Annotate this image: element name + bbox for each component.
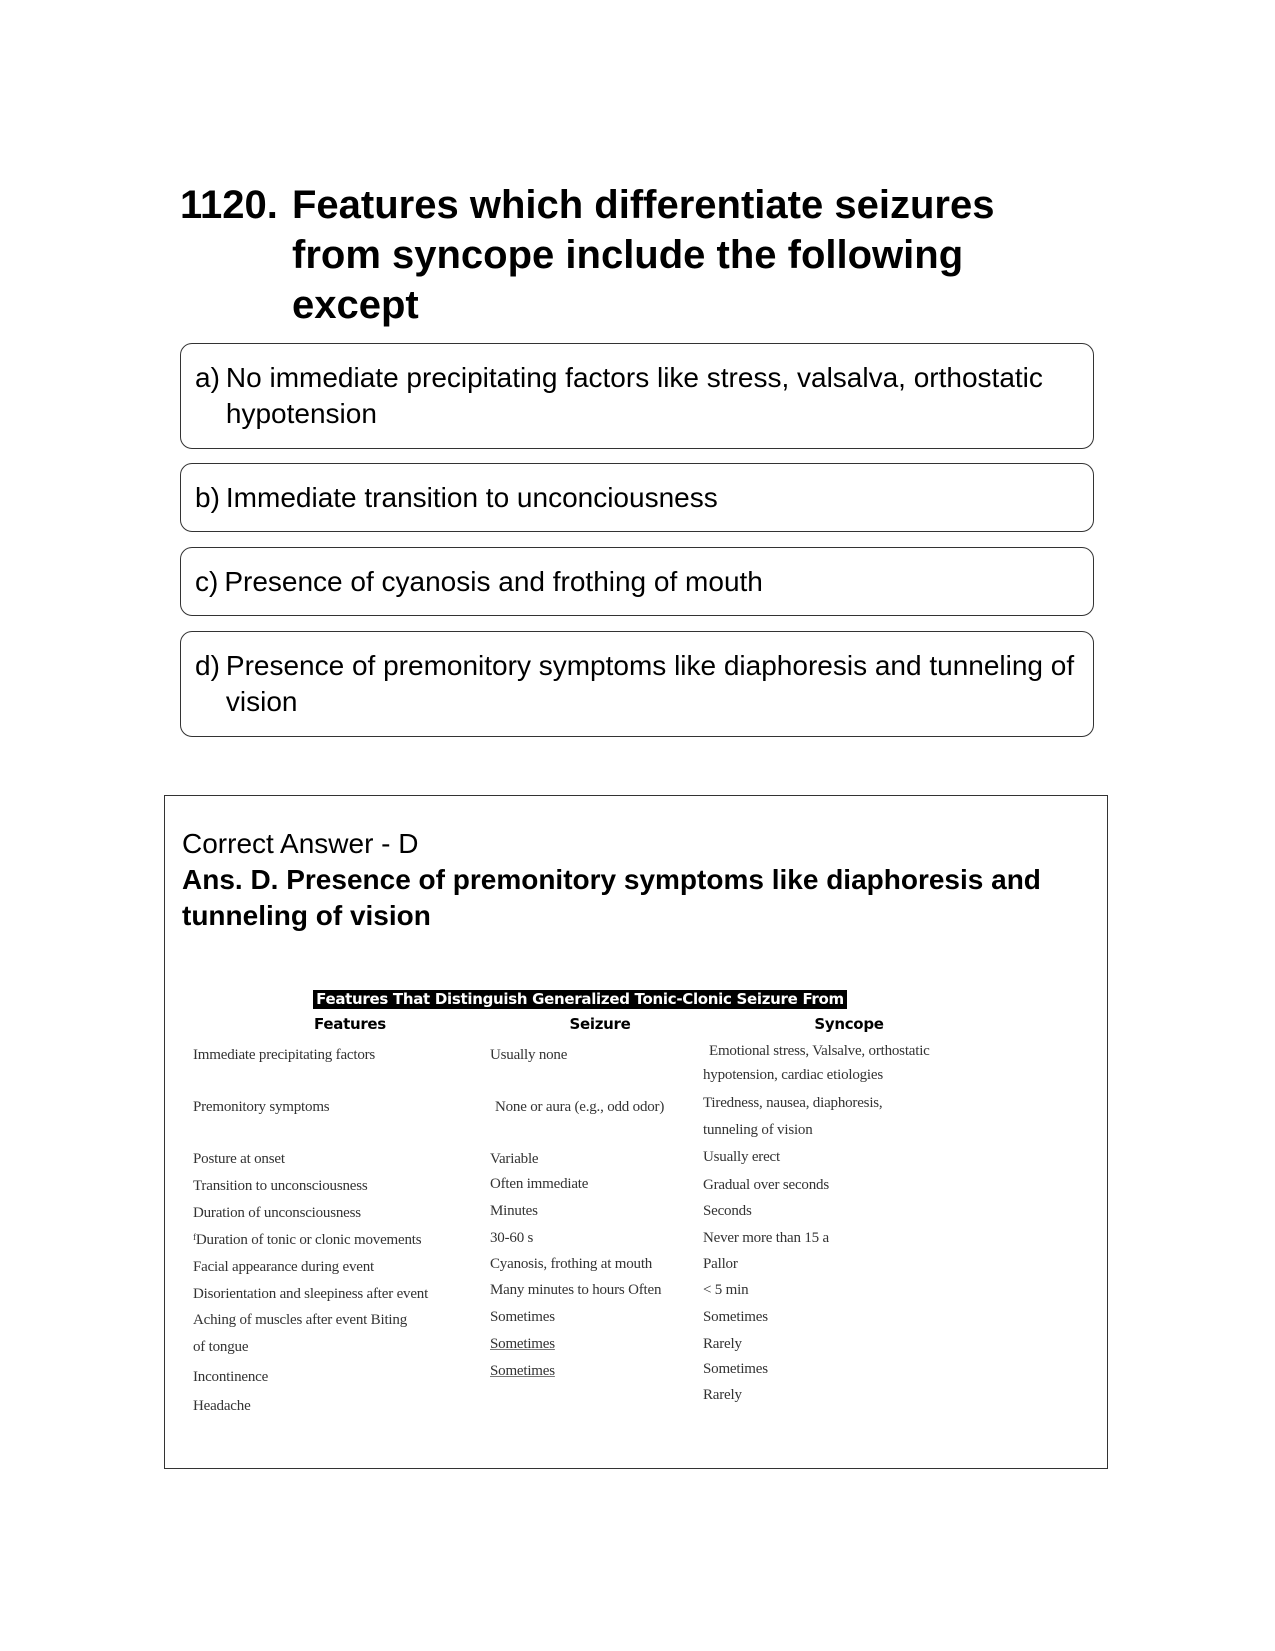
table-cell: Tiredness, nausea, diaphoresis, bbox=[703, 1095, 883, 1111]
table-header-seizure: Seizure bbox=[569, 1015, 631, 1033]
option-letter: a) bbox=[195, 362, 220, 393]
option-a[interactable] bbox=[180, 343, 1094, 449]
table-cell: of tongue bbox=[193, 1339, 249, 1355]
option-text: Immediate transition to unconciousness bbox=[225, 482, 718, 513]
option-letter: b) bbox=[195, 482, 220, 513]
table-cell: Cyanosis, frothing at mouth bbox=[490, 1256, 653, 1272]
table-cell: Sometimes bbox=[490, 1336, 555, 1352]
table-title: Features That Distinguish Generalized Tonic-Clonic Seizure From bbox=[313, 990, 847, 1009]
question-text: Features which differentiate seizures from syncope include the following except bbox=[292, 183, 995, 327]
table-cell: Sometimes bbox=[490, 1309, 555, 1325]
answer-explanation: Ans. D. Presence of premonitory symptoms like diaphoresis and tunneling of vision bbox=[182, 864, 1041, 931]
table-cell: Immediate precipitating factors bbox=[193, 1047, 376, 1063]
correct-answer-line: Correct Answer - D bbox=[182, 828, 419, 859]
table-cell: Never more than 15 a bbox=[703, 1230, 829, 1246]
table-cell: hypotension, cardiac etiologies bbox=[703, 1067, 883, 1083]
table-cell: Gradual over seconds bbox=[703, 1177, 829, 1193]
table-cell: Aching of muscles after event Biting bbox=[193, 1312, 407, 1328]
table-cell: Sometimes bbox=[703, 1361, 768, 1377]
table-cell: Rarely bbox=[703, 1387, 742, 1403]
table-cell: Posture at onset bbox=[193, 1151, 285, 1167]
option-letter: d) bbox=[195, 650, 220, 681]
table-cell: None or aura (e.g., odd odor) bbox=[495, 1099, 665, 1115]
table-cell: Minutes bbox=[490, 1203, 538, 1219]
question-number: 1120. bbox=[180, 183, 278, 227]
answer-box bbox=[164, 795, 1108, 1469]
option-b[interactable] bbox=[180, 463, 1094, 532]
table-cell: Transition to unconsciousness bbox=[193, 1178, 368, 1194]
table-cell: Pallor bbox=[703, 1256, 738, 1272]
table-cell: Incontinence bbox=[193, 1369, 269, 1385]
option-text: No immediate precipitating factors like stress, valsalva, orthostatic hypotension bbox=[225, 362, 1043, 429]
option-text: Presence of cyanosis and frothing of mouth bbox=[224, 566, 763, 597]
option-d[interactable] bbox=[180, 631, 1094, 737]
option-letter: c) bbox=[195, 566, 219, 597]
table-cell: Sometimes bbox=[490, 1363, 555, 1379]
table-cell: Rarely bbox=[703, 1336, 742, 1352]
table-cell: ᶠDuration of tonic or clonic movements bbox=[193, 1232, 422, 1248]
option-c[interactable] bbox=[180, 547, 1094, 616]
table-cell: Headache bbox=[193, 1398, 251, 1414]
table-cell: Usually none bbox=[490, 1047, 568, 1063]
table-cell: Usually erect bbox=[703, 1149, 780, 1165]
table-cell: Facial appearance during event bbox=[193, 1259, 374, 1275]
table-cell: Premonitory symptoms bbox=[193, 1099, 330, 1115]
table-header-features: Features bbox=[314, 1015, 386, 1033]
table-cell: < 5 min bbox=[703, 1282, 749, 1298]
table-cell: tunneling of vision bbox=[703, 1122, 813, 1138]
table-cell: Sometimes bbox=[703, 1309, 768, 1325]
table-cell: Disorientation and sleepiness after event bbox=[193, 1286, 429, 1302]
option-text: Presence of premonitory symptoms like diaphoresis and tunneling of vision bbox=[225, 650, 1075, 717]
table-cell: 30-60 s bbox=[490, 1230, 534, 1246]
table-cell: Often immediate bbox=[490, 1176, 589, 1192]
table-cell: Duration of unconsciousness bbox=[193, 1205, 361, 1221]
table-cell: Seconds bbox=[703, 1203, 752, 1219]
table-cell: Emotional stress, Valsalve, orthostatic bbox=[709, 1043, 930, 1059]
table-header-syncope: Syncope bbox=[814, 1015, 884, 1033]
table-cell: Many minutes to hours Often bbox=[490, 1282, 662, 1298]
table-cell: Variable bbox=[490, 1151, 539, 1167]
